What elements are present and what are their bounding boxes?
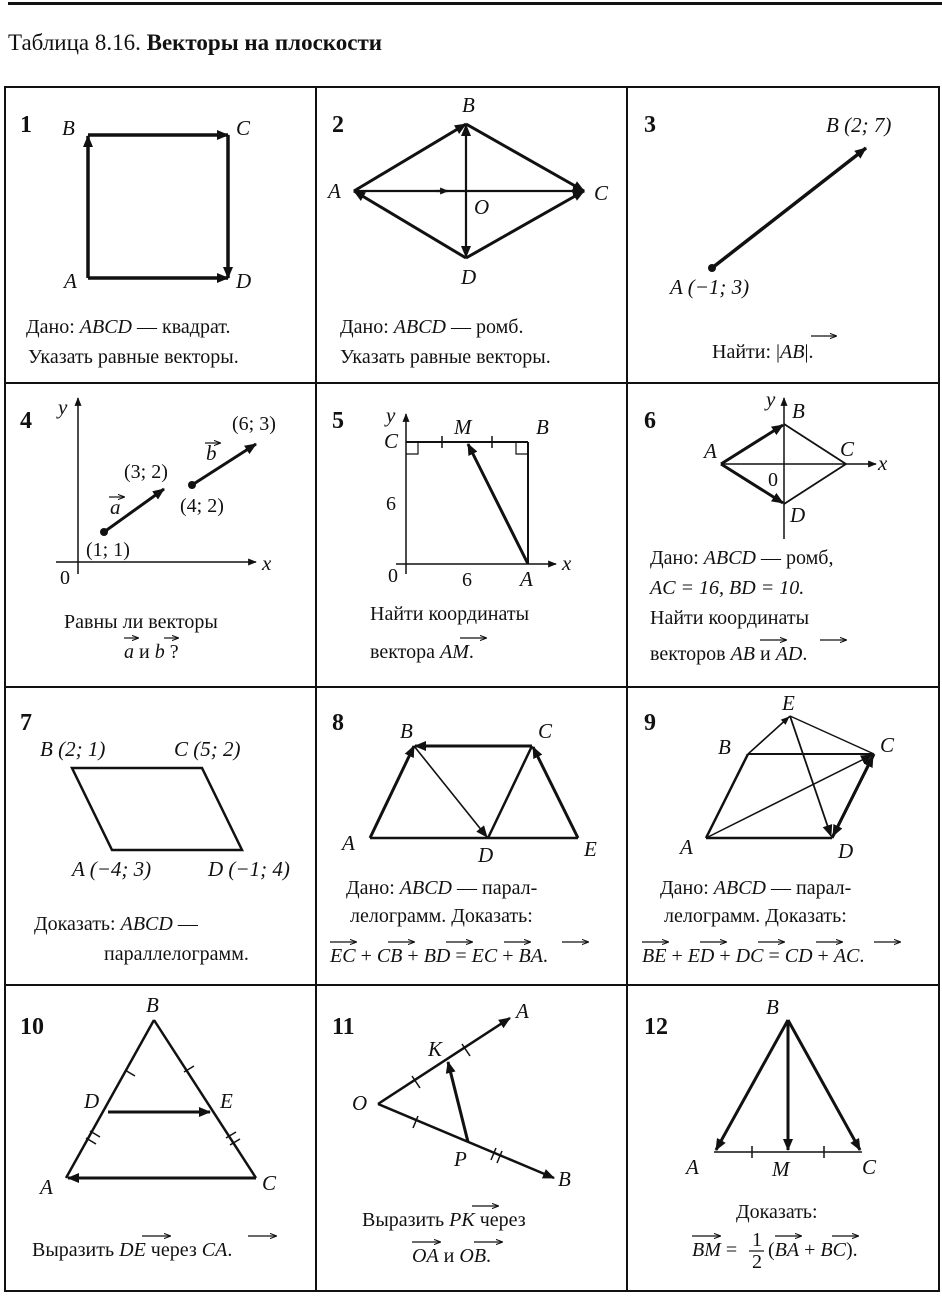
- point-D-label: D: [790, 503, 806, 527]
- ray-OA: [378, 1018, 510, 1104]
- origin-label: 0: [388, 565, 398, 587]
- vector-ED: [790, 716, 831, 836]
- point-A-label: A: [520, 567, 533, 591]
- caption-line2: Указать равные векторы.: [340, 346, 551, 368]
- vector-BC: [466, 124, 584, 191]
- vector-b: [192, 444, 256, 485]
- point-A-label: A: [704, 439, 717, 463]
- point-A-label: A: [680, 835, 693, 859]
- point-A-label: A: [64, 269, 77, 293]
- point-M-label: M: [454, 415, 472, 439]
- parallelogram-figure: [706, 716, 874, 838]
- point-A-label: A (−1; 3): [670, 275, 750, 299]
- title-prefix: Таблица 8.16.: [8, 30, 141, 55]
- point-C-label: C: [384, 429, 399, 453]
- point-E-label: E: [584, 837, 597, 861]
- vector-BD: [414, 746, 487, 837]
- point-1-1: [100, 528, 108, 536]
- top-rule: [8, 2, 942, 5]
- point-4-2-label: (4; 2): [180, 495, 224, 517]
- point-B-label: B: [462, 93, 475, 117]
- vector-EC: [533, 747, 578, 838]
- point-B-label: B (2; 7): [826, 113, 892, 137]
- vector-b-label: b: [206, 441, 217, 465]
- caption-line1: Равны ли векторы: [64, 611, 218, 633]
- point-C-label: C: [594, 181, 609, 205]
- caption: Выразить DE через CA.: [32, 1239, 233, 1261]
- fraction-denominator: 2: [752, 1251, 762, 1273]
- origin-label: 0: [60, 567, 70, 589]
- caption-line2: лелограмм. Доказать:: [350, 905, 533, 927]
- y-axis-label: y: [386, 403, 396, 427]
- caption-line2: вектора AM.: [370, 641, 474, 663]
- caption-equation-left: BM =: [692, 1239, 738, 1261]
- caption-line1: Выразить PK через: [362, 1209, 526, 1231]
- cell-number: 7: [20, 710, 32, 736]
- vector-CD: [833, 754, 874, 836]
- vector-AM: [468, 444, 528, 564]
- cell-3: [626, 88, 938, 382]
- cell-11: [316, 984, 622, 1290]
- fraction-numerator: 1: [752, 1229, 762, 1251]
- point-C-label: C (5; 2): [174, 737, 241, 761]
- cell-4: [6, 384, 314, 682]
- x-axis-label: x: [262, 551, 272, 575]
- cell-number: 8: [332, 710, 344, 736]
- vector-AB: [370, 746, 414, 838]
- parallelogram-figure: [370, 746, 578, 838]
- vector-a-label: a: [110, 495, 121, 519]
- point-A: [708, 264, 716, 272]
- cell-9: [626, 686, 938, 982]
- cell-number: 12: [644, 1014, 668, 1040]
- point-M-label: M: [772, 1157, 790, 1181]
- point-D-label: D: [478, 843, 494, 867]
- x-axis-label: x: [562, 551, 572, 575]
- cell-8: [316, 686, 622, 982]
- vector-AB: [712, 148, 866, 268]
- caption-line1: Дано: ABCD — ромб.: [340, 316, 524, 338]
- caption-line1: Дано: ABCD — квадрат.: [26, 316, 231, 338]
- point-C-label: C: [236, 116, 251, 140]
- cell-7: [6, 686, 314, 982]
- rhombus-figure: [354, 124, 584, 258]
- point-A-label: A: [342, 831, 355, 855]
- y-value-label: 6: [386, 493, 396, 515]
- cell-6: [626, 384, 938, 682]
- caption-line2: OA и OB.: [412, 1245, 492, 1267]
- point-A-label: A: [516, 999, 529, 1023]
- point-B-label: B: [146, 993, 159, 1017]
- page-title: [8, 30, 382, 56]
- x-axis-label: x: [878, 451, 888, 475]
- point-B-label: B: [400, 719, 413, 743]
- point-D-label: D: [84, 1089, 100, 1113]
- point-O-label: O: [352, 1091, 368, 1115]
- point-C-label: C: [262, 1171, 277, 1195]
- cell-1: [6, 88, 314, 382]
- vector-BA: [716, 1020, 788, 1150]
- caption-line1: Дано: ABCD — ромб,: [650, 547, 834, 569]
- caption-line2: AC = 16, BD = 10.: [650, 577, 805, 599]
- caption-line1: Найти координаты: [370, 603, 530, 625]
- vector-BC: [788, 1020, 860, 1150]
- cell-2: [316, 88, 622, 382]
- point-1-1-label: (1; 1): [86, 539, 130, 561]
- cell-number: 6: [644, 408, 656, 434]
- point-D-label: D: [236, 269, 252, 293]
- point-B-label: B: [536, 415, 549, 439]
- caption-equation: BE + ED + DC = CD + AC.: [642, 945, 865, 967]
- point-A-label: A: [686, 1155, 699, 1179]
- caption-line4: векторов AB и AD.: [650, 643, 808, 665]
- point-4-2: [188, 481, 196, 489]
- vector-AB: [354, 124, 466, 191]
- parallelogram: [72, 768, 242, 850]
- title-main: Векторы на плоскости: [146, 30, 382, 55]
- vector-AC: [706, 755, 872, 838]
- point-D-label: D: [838, 839, 854, 863]
- point-E-label: E: [782, 691, 795, 715]
- point-B-label: B: [62, 116, 75, 140]
- triangle-figure: [714, 1020, 862, 1158]
- cell-number: 5: [332, 408, 344, 434]
- vector-PK: [448, 1062, 468, 1142]
- origin-label: 0: [768, 469, 778, 491]
- cell-number: 4: [20, 408, 32, 434]
- cell-number: 3: [644, 112, 656, 138]
- caption-line1: Доказать:: [736, 1201, 818, 1223]
- caption-line2: a и b ?: [124, 641, 179, 663]
- point-B-label: B: [766, 995, 779, 1019]
- caption-line1: Доказать: ABCD —: [34, 913, 198, 935]
- point-A-label: A: [40, 1175, 53, 1199]
- caption-line1: Дано: ABCD — парал-: [346, 877, 538, 899]
- vector-BE: [748, 717, 789, 754]
- point-C-label: C: [862, 1155, 877, 1179]
- vector-AB: [721, 425, 783, 464]
- cell-number: 9: [644, 710, 656, 736]
- cell-number: 1: [20, 112, 32, 138]
- caption-line1: Дано: ABCD — парал-: [660, 877, 852, 899]
- caption-line2: Указать равные векторы.: [28, 346, 239, 368]
- square-figure: [88, 135, 228, 278]
- point-O-label: O: [474, 195, 490, 219]
- point-C-label: C: [538, 719, 553, 743]
- caption-line3: Найти координаты: [650, 607, 810, 629]
- point-C-label: C: [840, 437, 855, 461]
- point-B-label: B: [558, 1167, 571, 1191]
- axes: [396, 414, 556, 574]
- point-B-label: B: [718, 735, 731, 759]
- point-B-label: B: [792, 399, 805, 423]
- point-P-label: P: [454, 1147, 467, 1171]
- point-C-label: C: [880, 733, 895, 757]
- cell-12: [626, 984, 938, 1290]
- point-D-label: D: [461, 265, 477, 289]
- caption-equation: EC + CB + BD = EC + BA.: [330, 945, 548, 967]
- vector-DA: [354, 191, 466, 258]
- cell-number: 11: [332, 1014, 355, 1040]
- caption-line2: лелограмм. Доказать:: [664, 905, 847, 927]
- caption: Найти: |AB|.: [712, 341, 814, 363]
- point-K-label: K: [428, 1037, 443, 1061]
- y-axis-label: y: [766, 387, 776, 411]
- caption-equation-right: (BA + BC).: [768, 1239, 858, 1261]
- point-B-label: B (2; 1): [40, 737, 106, 761]
- x-value-label: 6: [462, 569, 472, 591]
- y-axis-label: y: [58, 395, 68, 419]
- cell-number: 2: [332, 112, 344, 138]
- caption-line2: параллелограмм.: [104, 943, 249, 965]
- point-A-label: A (−4; 3): [72, 857, 152, 881]
- cell-10: [6, 984, 314, 1290]
- cell-5: [316, 384, 622, 682]
- point-D-label: D (−1; 4): [208, 857, 290, 881]
- point-6-3-label: (6; 3): [232, 413, 276, 435]
- point-A-label: A: [328, 179, 341, 203]
- point-E-label: E: [220, 1089, 233, 1113]
- cell-number: 10: [20, 1014, 44, 1040]
- point-3-2-label: (3; 2): [124, 461, 168, 483]
